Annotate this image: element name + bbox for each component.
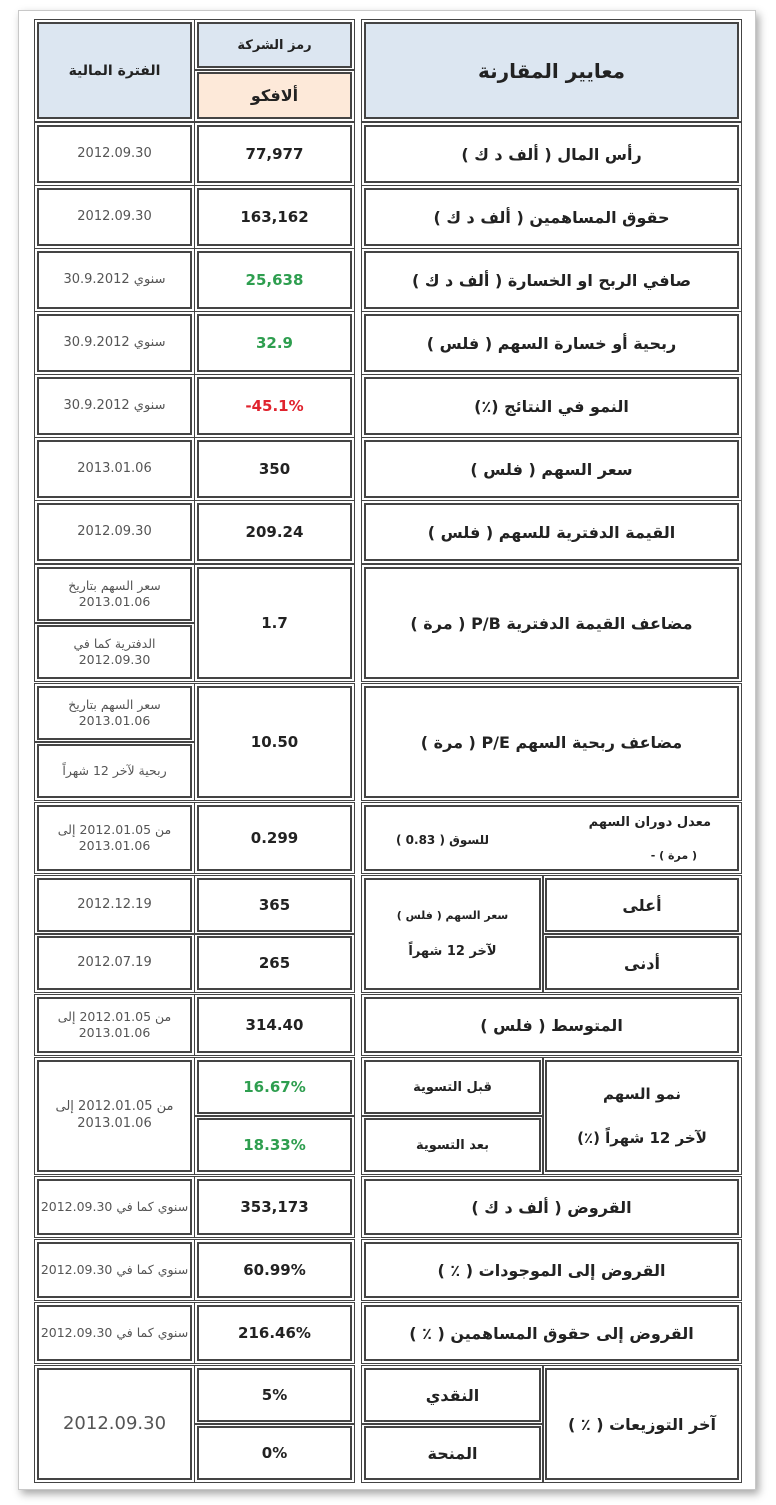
net-profit-period-text: سنوي 30.9.2012 [63,272,166,288]
company-cell [197,72,352,119]
low-value [197,936,352,990]
capital-label [364,125,739,183]
share-growth-label-b: لآخر 12 شهراً (٪) [577,1129,707,1147]
pb-period-b [37,625,192,679]
growth-value-text: -45.1% [245,397,304,415]
pe-period-b [37,744,192,798]
book-value-label-text: القيمة الدفترية للسهم ( فلس ) [427,522,676,542]
dividends-period-text: 2012.09.30 [62,1412,167,1434]
capital-period-text: 2012.09.30 [77,146,152,162]
low-label-text: أدنى [624,953,660,973]
share-growth-before-label [364,1060,541,1114]
capital-value-text: 77,977 [245,145,304,163]
eps-value [197,314,352,372]
dividends-bonus-value-text: 0% [261,1444,288,1462]
net-profit-label-text: صافي الربح او الخسارة ( ألف د ك ) [411,270,692,290]
high-period [37,878,192,932]
pe-label-text: مضاعف ربحية السهم P/E ( مرة ) [420,732,683,752]
dividends-bonus-value [197,1426,352,1480]
high-low-mid-a: سعر السهم ( فلس ) [396,909,509,922]
criteria-header-label: معايير المقارنة [477,58,626,83]
dividends-label-text: آخر التوزيعات ( ٪ ) [567,1414,717,1434]
share-growth-before-value [197,1060,352,1114]
loans-assets-value-text: 60.99% [243,1261,306,1279]
loans-assets-period [37,1242,192,1298]
turnover-label [364,805,739,871]
share-growth-after-label-text: بعد التسوية [415,1137,490,1153]
pe-value-text: 10.50 [250,733,299,751]
equity-label [364,188,739,246]
pb-period-a [37,567,192,621]
loans-equity-value [197,1305,352,1361]
share-growth-before-label-text: قبل التسوية [413,1079,492,1095]
eps-period [37,314,192,372]
growth-label-text: النمو في النتائج (٪) [474,396,629,416]
share-growth-label [545,1060,739,1172]
dividends-label [545,1368,739,1480]
period-header-label: الفترة المالية [68,62,161,79]
pe-period-b-text: ربحية لآخر 12 شهراً [62,762,167,778]
low-period [37,936,192,990]
share-growth-before-value-text: 16.67% [243,1078,306,1096]
net-profit-value-text: 25,638 [245,271,304,289]
pb-label [364,567,739,679]
pb-period-b-text: الدفترية كما في 2012.09.30 [73,635,156,667]
high-label [545,878,739,932]
turnover-value-text: 0.299 [250,829,299,847]
share-growth-label-a: نمو السهم [602,1085,682,1103]
book-value-value [197,503,352,561]
growth-period [37,377,192,435]
book-value-period [37,503,192,561]
pb-label-text: مضاعف القيمة الدفترية P/B ( مرة ) [410,613,693,633]
average-period [37,997,192,1053]
symbol-header [197,22,352,68]
pb-value-text: 1.7 [261,614,288,632]
loans-assets-label [364,1242,739,1298]
share-growth-after-label [364,1118,541,1172]
turnover-period [37,805,192,871]
average-period-text: من 2012.01.05 إلى 2013.01.06 [57,1008,172,1040]
capital-period [37,125,192,183]
loans-equity-period [37,1305,192,1361]
loans-value-text: 353,173 [240,1198,309,1216]
company-name: ألافكو [250,86,299,105]
price-value [197,440,352,498]
pe-value [197,686,352,798]
price-label-text: سعر السهم ( فلس ) [470,459,633,479]
equity-period [37,188,192,246]
low-period-text: 2012.07.19 [77,955,152,971]
loans-period-text: سنوي كما في 2012.09.30 [40,1198,189,1214]
period-header [37,22,192,119]
loans-equity-label-text: القروض إلى حقوق المساهمين ( ٪ ) [409,1323,694,1343]
capital-label-text: رأس المال ( ألف د ك ) [461,144,642,164]
dividends-cash-value [197,1368,352,1422]
high-value-text: 365 [258,896,291,914]
eps-label-text: ربحية أو خسارة السهم ( فلس ) [426,333,677,353]
equity-period-text: 2012.09.30 [77,209,152,225]
low-value-text: 265 [258,954,291,972]
share-growth-after-value [197,1118,352,1172]
share-growth-period-text: من 2012.01.05 إلى 2013.01.06 [55,1099,174,1131]
book-value-period-text: 2012.09.30 [77,524,152,540]
price-period-text: 2013.01.06 [77,461,152,477]
dividends-cash-label [364,1368,541,1422]
high-label-text: أعلى [622,895,662,915]
book-value-label [364,503,739,561]
equity-value [197,188,352,246]
dividends-bonus-label [364,1426,541,1480]
high-low-mid-b: لآخر 12 شهراً [408,944,497,959]
net-profit-period [37,251,192,309]
dividends-cash-value-text: 5% [261,1386,288,1404]
book-value-value-text: 209.24 [245,523,304,541]
eps-value-text: 32.9 [255,334,293,352]
growth-period-text: سنوي 30.9.2012 [63,398,166,414]
turnover-label-a: معدل دوران السهم [588,815,711,830]
growth-value [197,377,352,435]
turnover-period-text: من 2012.01.05 إلى 2013.01.06 [57,821,172,853]
low-label [545,936,739,990]
high-value [197,878,352,932]
eps-period-text: سنوي 30.9.2012 [63,335,166,351]
loans-equity-period-text: سنوي كما في 2012.09.30 [40,1324,189,1340]
average-label-text: المتوسط ( فلس ) [480,1015,623,1035]
turnover-label-c: ( مرة ) - [650,849,697,862]
growth-label [364,377,739,435]
average-value-text: 314.40 [245,1016,304,1034]
loans-period [37,1179,192,1235]
average-label [364,997,739,1053]
loans-value [197,1179,352,1235]
net-profit-value [197,251,352,309]
net-profit-label [364,251,739,309]
pe-period-a-text: سعر السهم بتاريخ 2013.01.06 [68,696,161,728]
equity-label-text: حقوق المساهمين ( ألف د ك ) [433,207,670,227]
loans-equity-value-text: 216.46% [238,1324,311,1342]
equity-value-text: 163,162 [240,208,309,226]
dividends-period [37,1368,192,1480]
high-period-text: 2012.12.19 [77,897,152,913]
turnover-value [197,805,352,871]
price-label [364,440,739,498]
average-value [197,997,352,1053]
loans-assets-label-text: القروض إلى الموجودات ( ٪ ) [437,1260,666,1280]
price-value-text: 350 [258,460,291,478]
loans-label [364,1179,739,1235]
criteria-header [364,22,739,119]
eps-label [364,314,739,372]
loans-assets-value [197,1242,352,1298]
price-period [37,440,192,498]
symbol-header-label: رمز الشركة [237,37,312,53]
pb-value [197,567,352,679]
loans-assets-period-text: سنوي كما في 2012.09.30 [40,1261,189,1277]
share-growth-period [37,1060,192,1172]
high-low-mid [364,878,541,990]
dividends-bonus-label-text: المنحة [427,1443,478,1463]
loans-label-text: القروض ( ألف د ك ) [471,1197,632,1217]
loans-equity-label [364,1305,739,1361]
turnover-label-b: للسوق ( 0.83 ) [396,833,489,847]
dividends-cash-label-text: النقدي [425,1385,480,1405]
share-growth-after-value-text: 18.33% [243,1136,306,1154]
pe-period-a [37,686,192,740]
pe-label [364,686,739,798]
pb-period-a-text: سعر السهم بتاريخ 2013.01.06 [68,577,161,609]
capital-value [197,125,352,183]
